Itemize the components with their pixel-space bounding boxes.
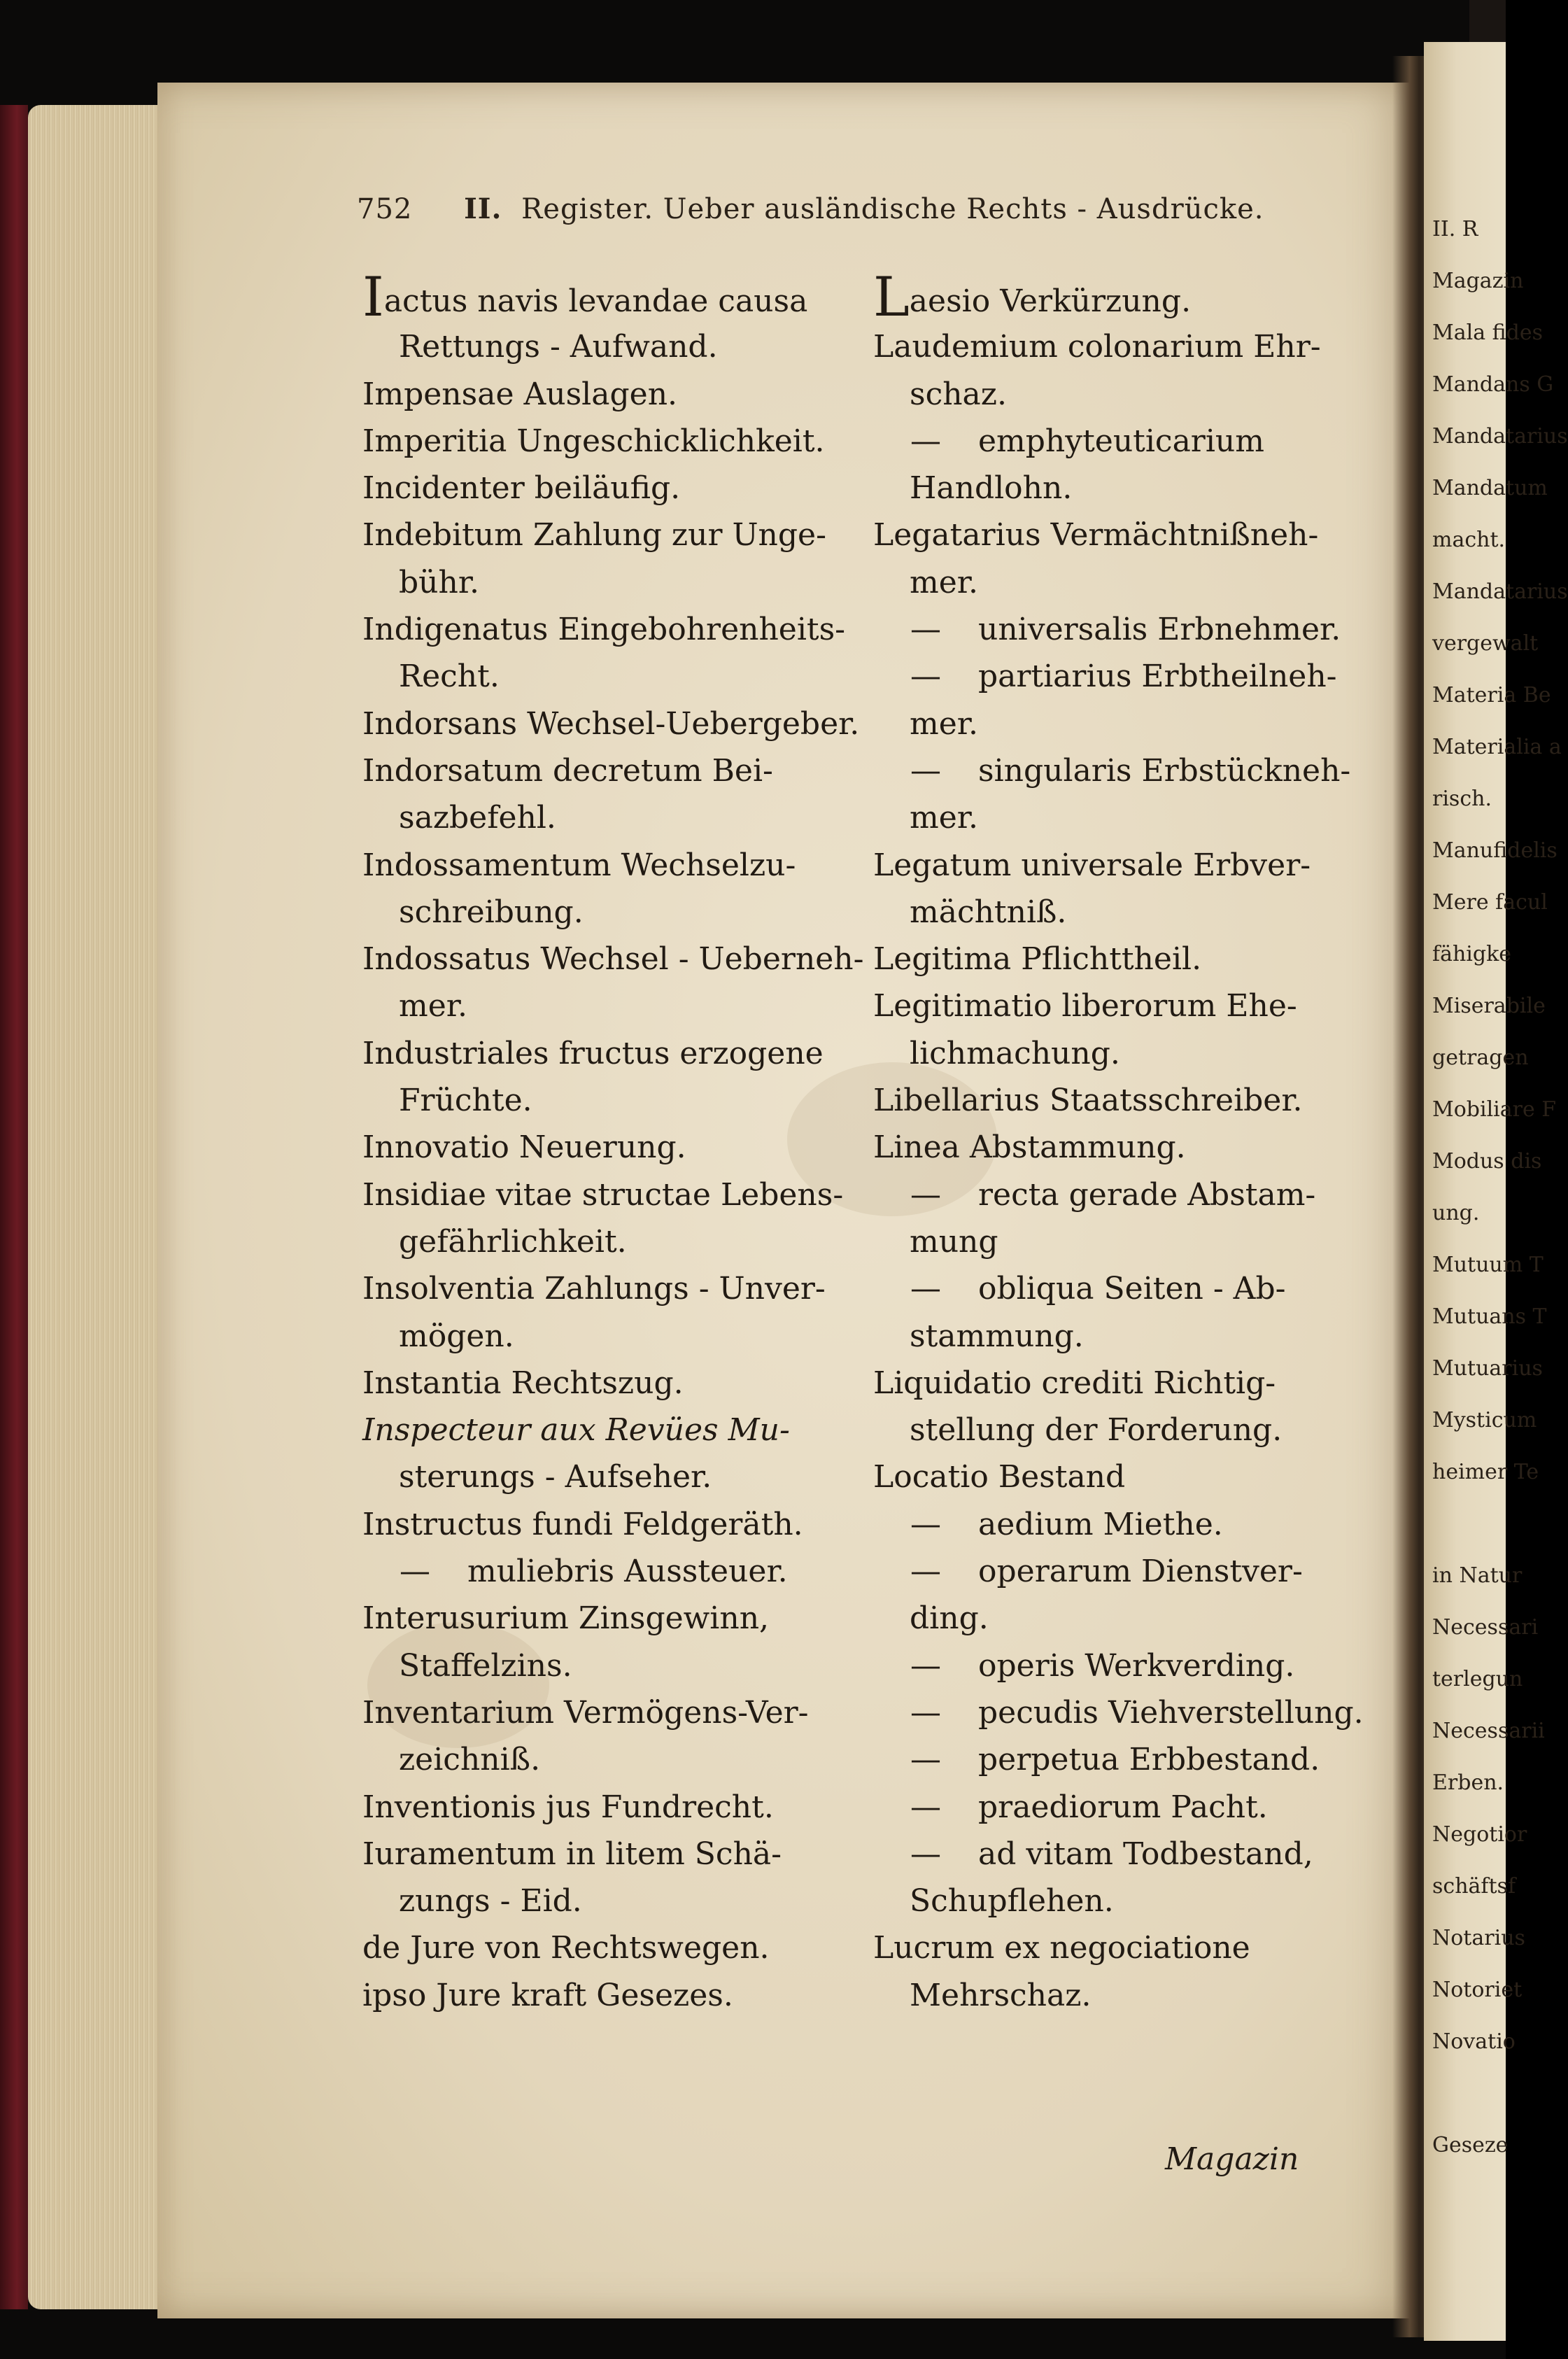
index-entry-line: mer. — [399, 988, 467, 1024]
index-entry-line: — recta gerade Abstam- — [910, 1176, 1316, 1213]
facing-page-line: Mutuarius — [1432, 1356, 1543, 1381]
index-entry-line: Liquidatio crediti Richtig- — [873, 1365, 1276, 1401]
header-title: Register. Ueber ausländische Rechts - Ausdrücke. — [521, 193, 1264, 225]
facing-page-line: Miserabile — [1432, 994, 1546, 1018]
index-entry-line: Lucrum ex negociatione — [873, 1930, 1250, 1966]
index-entry-line: — ad vitam Todbestand, — [910, 1836, 1313, 1872]
facing-page-line: Geseze — [1432, 2133, 1509, 2157]
index-entry-line: mer. — [910, 705, 978, 742]
index-entry-line: — operis Werkverding. — [910, 1647, 1295, 1684]
index-entry-line: stammung. — [910, 1318, 1084, 1354]
index-entry-line: lichmachung. — [910, 1035, 1120, 1071]
facing-page-line: Materia Be — [1432, 683, 1551, 707]
index-entry-line: Legatum universale Erbver- — [873, 847, 1311, 883]
index-entry-line: sterungs - Aufseher. — [399, 1459, 712, 1495]
index-entry-line: Inventarium Vermögens-Ver- — [362, 1694, 809, 1731]
index-entry-line: Indebitum Zahlung zur Unge- — [362, 517, 826, 554]
index-entry-line: Iuramentum in litem Schä- — [362, 1836, 782, 1872]
background — [1469, 0, 1506, 42]
facing-page-line: schäftsf — [1432, 1874, 1516, 1899]
facing-page-line: Negotior — [1432, 1822, 1527, 1847]
section-number: II. — [464, 192, 502, 225]
index-entry-line: Locatio Bestand — [873, 1459, 1126, 1495]
index-entry-line: mächtniß. — [910, 894, 1067, 930]
facing-page-line: Mysticum — [1432, 1408, 1537, 1432]
index-entry-line: Staffelzins. — [399, 1647, 572, 1684]
index-entry-line: mer. — [910, 564, 978, 600]
facing-page-line: Notarius — [1432, 1926, 1525, 1950]
index-entry-line: Instantia Rechtszug. — [362, 1365, 684, 1401]
index-entry-line: Inspecteur aux Revües Mu- — [362, 1412, 790, 1449]
index-entry-line: Indorsans Wechsel-Uebergeber. — [362, 705, 860, 742]
index-entry-line: Rettungs - Aufwand. — [399, 329, 718, 365]
index-entry-line: Incidenter beiläufig. — [362, 470, 681, 507]
index-entry-line: Insidiae vitae structae Lebens- — [362, 1176, 844, 1213]
facing-page-line: Notoriet — [1432, 1978, 1523, 2002]
index-entry-line: ding. — [910, 1600, 989, 1637]
facing-page-line: Mobiliare F — [1432, 1097, 1557, 1122]
facing-page-line: Mandatum — [1432, 476, 1548, 500]
index-entry-line: gefährlichkeit. — [399, 1223, 627, 1260]
facing-page-line: in Natur — [1432, 1563, 1523, 1588]
index-entry-line: — emphyteuticarium — [910, 423, 1264, 459]
index-entry-line: — muliebris Aussteuer. — [400, 1554, 788, 1590]
catchword: Magazin — [1165, 2141, 1299, 2177]
index-entry-line: ipso Jure kraft Gesezes. — [362, 1977, 733, 2013]
index-entry-line: — perpetua Erbbestand. — [910, 1742, 1320, 1778]
index-entry-line: Imperitia Ungeschicklichkeit. — [362, 423, 825, 459]
index-entry-line: Iactus navis levandae causa — [362, 266, 808, 329]
index-entry-line: zeichniß. — [399, 1742, 541, 1778]
facing-page-line: Mutuum T — [1432, 1253, 1544, 1277]
facing-page-line: Mutuans T — [1432, 1304, 1547, 1329]
page-stack-edge — [28, 105, 164, 2309]
index-entry-line: Legatarius Vermächtnißneh- — [873, 517, 1319, 554]
index-entry-line: Indigenatus Eingebohrenheits- — [362, 612, 846, 648]
index-entry-line: — aedium Miethe. — [910, 1506, 1223, 1542]
index-entry-line: Industriales fructus erzogene — [362, 1035, 824, 1071]
running-header — [357, 192, 1264, 225]
left-column — [362, 266, 864, 2019]
index-entry-line: Recht. — [399, 659, 500, 695]
index-entry-line: Schupflehen. — [910, 1883, 1114, 1920]
facing-page-line: fähigke — [1432, 942, 1512, 966]
facing-page-line: Materialia a — [1432, 735, 1562, 759]
index-entry-line: — pecudis Viehverstellung. — [910, 1694, 1364, 1731]
index-entry-line: Handlohn. — [910, 470, 1073, 507]
index-entry-line: Mehrschaz. — [910, 1977, 1092, 2013]
index-entry-line: — obliqua Seiten - Ab- — [910, 1271, 1286, 1307]
index-entry-line: — universalis Erbnehmer. — [910, 612, 1341, 648]
index-entry-line: — partiarius Erbtheilneh- — [910, 659, 1337, 695]
index-entry-line: stellung der Forderung. — [910, 1412, 1283, 1449]
index-entry-line: Linea Abstammung. — [873, 1129, 1186, 1166]
facing-page-line: Mandatarius — [1432, 579, 1568, 604]
facing-page-line: getragen — [1432, 1045, 1529, 1070]
index-entry-line: mögen. — [399, 1318, 514, 1354]
index-entry-line: mer. — [910, 800, 978, 836]
facing-page-line: II. R — [1432, 217, 1478, 241]
index-entry-line: Indossamentum Wechselzu- — [362, 847, 796, 883]
right-column — [873, 266, 1364, 2019]
index-entry-line: — praediorum Pacht. — [910, 1789, 1268, 1825]
index-entry-line: Impensae Auslagen. — [362, 376, 678, 412]
index-entry-line: Libellarius Staatsschreiber. — [873, 1083, 1303, 1119]
facing-page-line: Necessari — [1432, 1615, 1539, 1640]
facing-page-line: ung. — [1432, 1201, 1480, 1225]
facing-page-line: macht. — [1432, 528, 1506, 552]
index-entry-line: — operarum Dienstver- — [910, 1554, 1303, 1590]
index-entry-line: Insolventia Zahlungs - Unver- — [362, 1271, 826, 1307]
index-entry-line: Interusurium Zinsgewinn, — [362, 1600, 770, 1637]
index-entry-line: Inventionis jus Fundrecht. — [362, 1789, 774, 1825]
facing-page-line: Modus dis — [1432, 1149, 1542, 1174]
index-entry-line: Legitimatio liberorum Ehe- — [873, 988, 1297, 1024]
facing-page-line: Mandatarius — [1432, 424, 1568, 449]
facing-page-line: Magazin — [1432, 269, 1524, 293]
facing-page-line: Novatio — [1432, 2029, 1516, 2054]
facing-page-line: Mala fides — [1432, 321, 1543, 345]
index-entry-line: de Jure von Rechtswegen. — [362, 1930, 770, 1966]
facing-page-line: Manufidelis — [1432, 838, 1558, 863]
index-entry-line: Früchte. — [399, 1083, 532, 1119]
facing-page-line: vergewalt — [1432, 631, 1539, 656]
facing-page-line: risch. — [1432, 787, 1492, 811]
facing-page-line: Necessarii — [1432, 1719, 1545, 1743]
index-entry-line: Indorsatum decretum Bei- — [362, 752, 773, 789]
index-entry-line: schreibung. — [399, 894, 584, 930]
index-entry-line: Laesio Verkürzung. — [873, 266, 1192, 329]
facing-page-line: heimer Te — [1432, 1460, 1539, 1484]
facing-page-line: Mandans G — [1432, 372, 1554, 397]
page-number: 752 — [357, 193, 413, 225]
index-entry-line: Instructus fundi Feldgeräth. — [362, 1506, 803, 1542]
index-entry-line: mung — [910, 1223, 998, 1260]
index-entry-line: zungs - Eid. — [399, 1883, 582, 1920]
index-entry-line: Innovatio Neuerung. — [362, 1129, 686, 1166]
facing-page — [1424, 42, 1568, 2341]
index-entry-line: schaz. — [910, 376, 1007, 412]
index-entry-line: Laudemium colonarium Ehr- — [873, 329, 1321, 365]
facing-page-line: terlegun — [1432, 1667, 1523, 1691]
index-entry-line: sazbefehl. — [399, 800, 556, 836]
facing-page-line: Erben. — [1432, 1770, 1504, 1795]
book-cover-edge — [0, 105, 28, 2309]
index-entry-line: — singularis Erbstückneh- — [910, 752, 1351, 789]
index-entry-line: Indossatus Wechsel - Ueberneh- — [362, 941, 864, 978]
facing-page-line: Mere facul — [1432, 890, 1548, 915]
index-entry-line: Legitima Pflichttheil. — [873, 941, 1202, 978]
index-entry-line: bühr. — [399, 564, 480, 600]
